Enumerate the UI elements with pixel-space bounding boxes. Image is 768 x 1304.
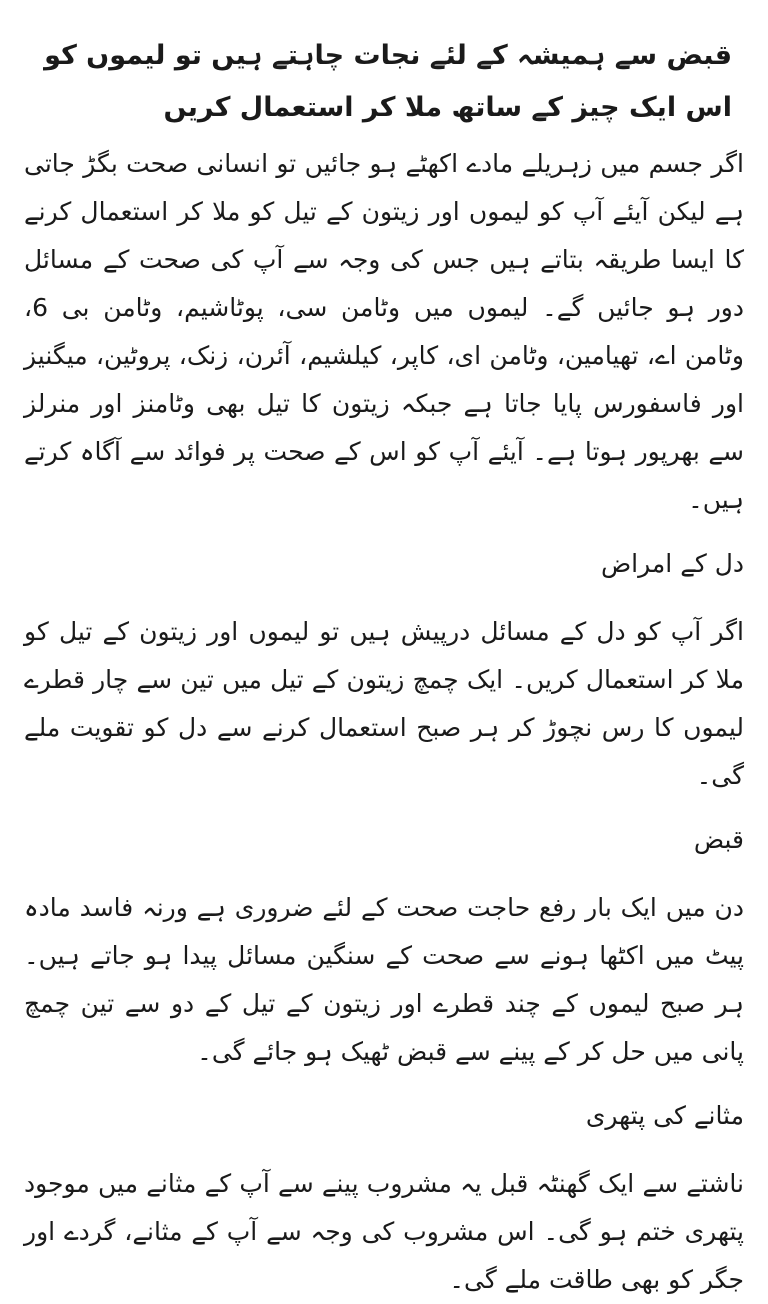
section-body-heart-disease: اگر آپ کو دل کے مسائل درپیش ہیں تو لیموں اور زیتون کے تیل کو ملا کر استعمال کریں۔ ایک چمچ زیتون کے تیل میں تین سے چار قطرے لیموں کا رس نچوڑ کر ہر صبح استعمال کرنے سے دل کو تقویت ملے گی۔ — [24, 617, 744, 790]
section-body-bladder-stone: ناشتے سے ایک گھنٹہ قبل یہ مشروب پینے سے آپ کے مثانے میں موجود پتھری ختم ہو گی۔ اس مشروب کی وجہ سے آپ کے مثانے، گردے اور جگر کو بھی طاقت ملے گی۔ — [24, 1169, 744, 1294]
section-heading-heart-disease: دل کے امراض — [600, 549, 744, 578]
section-heading-constipation: قبض — [693, 825, 744, 854]
section-heading-bladder-stone: مثانے کی پتھری — [585, 1101, 744, 1130]
section-body-constipation: دن میں ایک بار رفع حاجت صحت کے لئے ضروری ہے ورنہ فاسد مادہ پیٹ میں اکٹھا ہونے سے صحت کے سنگین مسائل پیدا ہو جاتے ہیں۔ ہر صبح لیموں کے چند قطرے اور زیتون کے تیل کے دو سے تین چمچ پانی میں حل کر کے پینے سے قبض ٹھیک ہو جائے گی۔ — [24, 893, 744, 1066]
intro-paragraph: اگر جسم میں زہریلے مادے اکھٹے ہو جائیں تو انسانی صحت بگڑ جاتی ہے لیکن آیئے آپ کو لیموں اور زیتون کے تیل کو ملا کر استعمال کرنے کا ایسا طریقہ بتاتے ہیں جس کی وجہ سے آپ کی صحت کے مسائل دور ہو جائیں گے۔ لیموں میں وٹامن سی، پوٹاشیم، وٹامن بی 6، وٹامن اے، تھیامین، وٹامن ای، کاپر، کیلشیم، آئرن، زنک، پروٹین، میگنیز اور فاسفورس پایا جاتا ہے جبکہ زیتون کا تیل بھی وٹامنز اور منرلز سے بھرپور ہوتا ہے۔ آیئے آپ کو اس کے صحت پر فوائد سے آگاہ کرتے ہیں۔ — [24, 149, 744, 514]
article-title: قبض سے ہمیشہ کے لئے نجات چاہتے ہیں تو لیموں کو اس ایک چیز کے ساتھ ملا کر استعمال کریں — [44, 40, 732, 123]
